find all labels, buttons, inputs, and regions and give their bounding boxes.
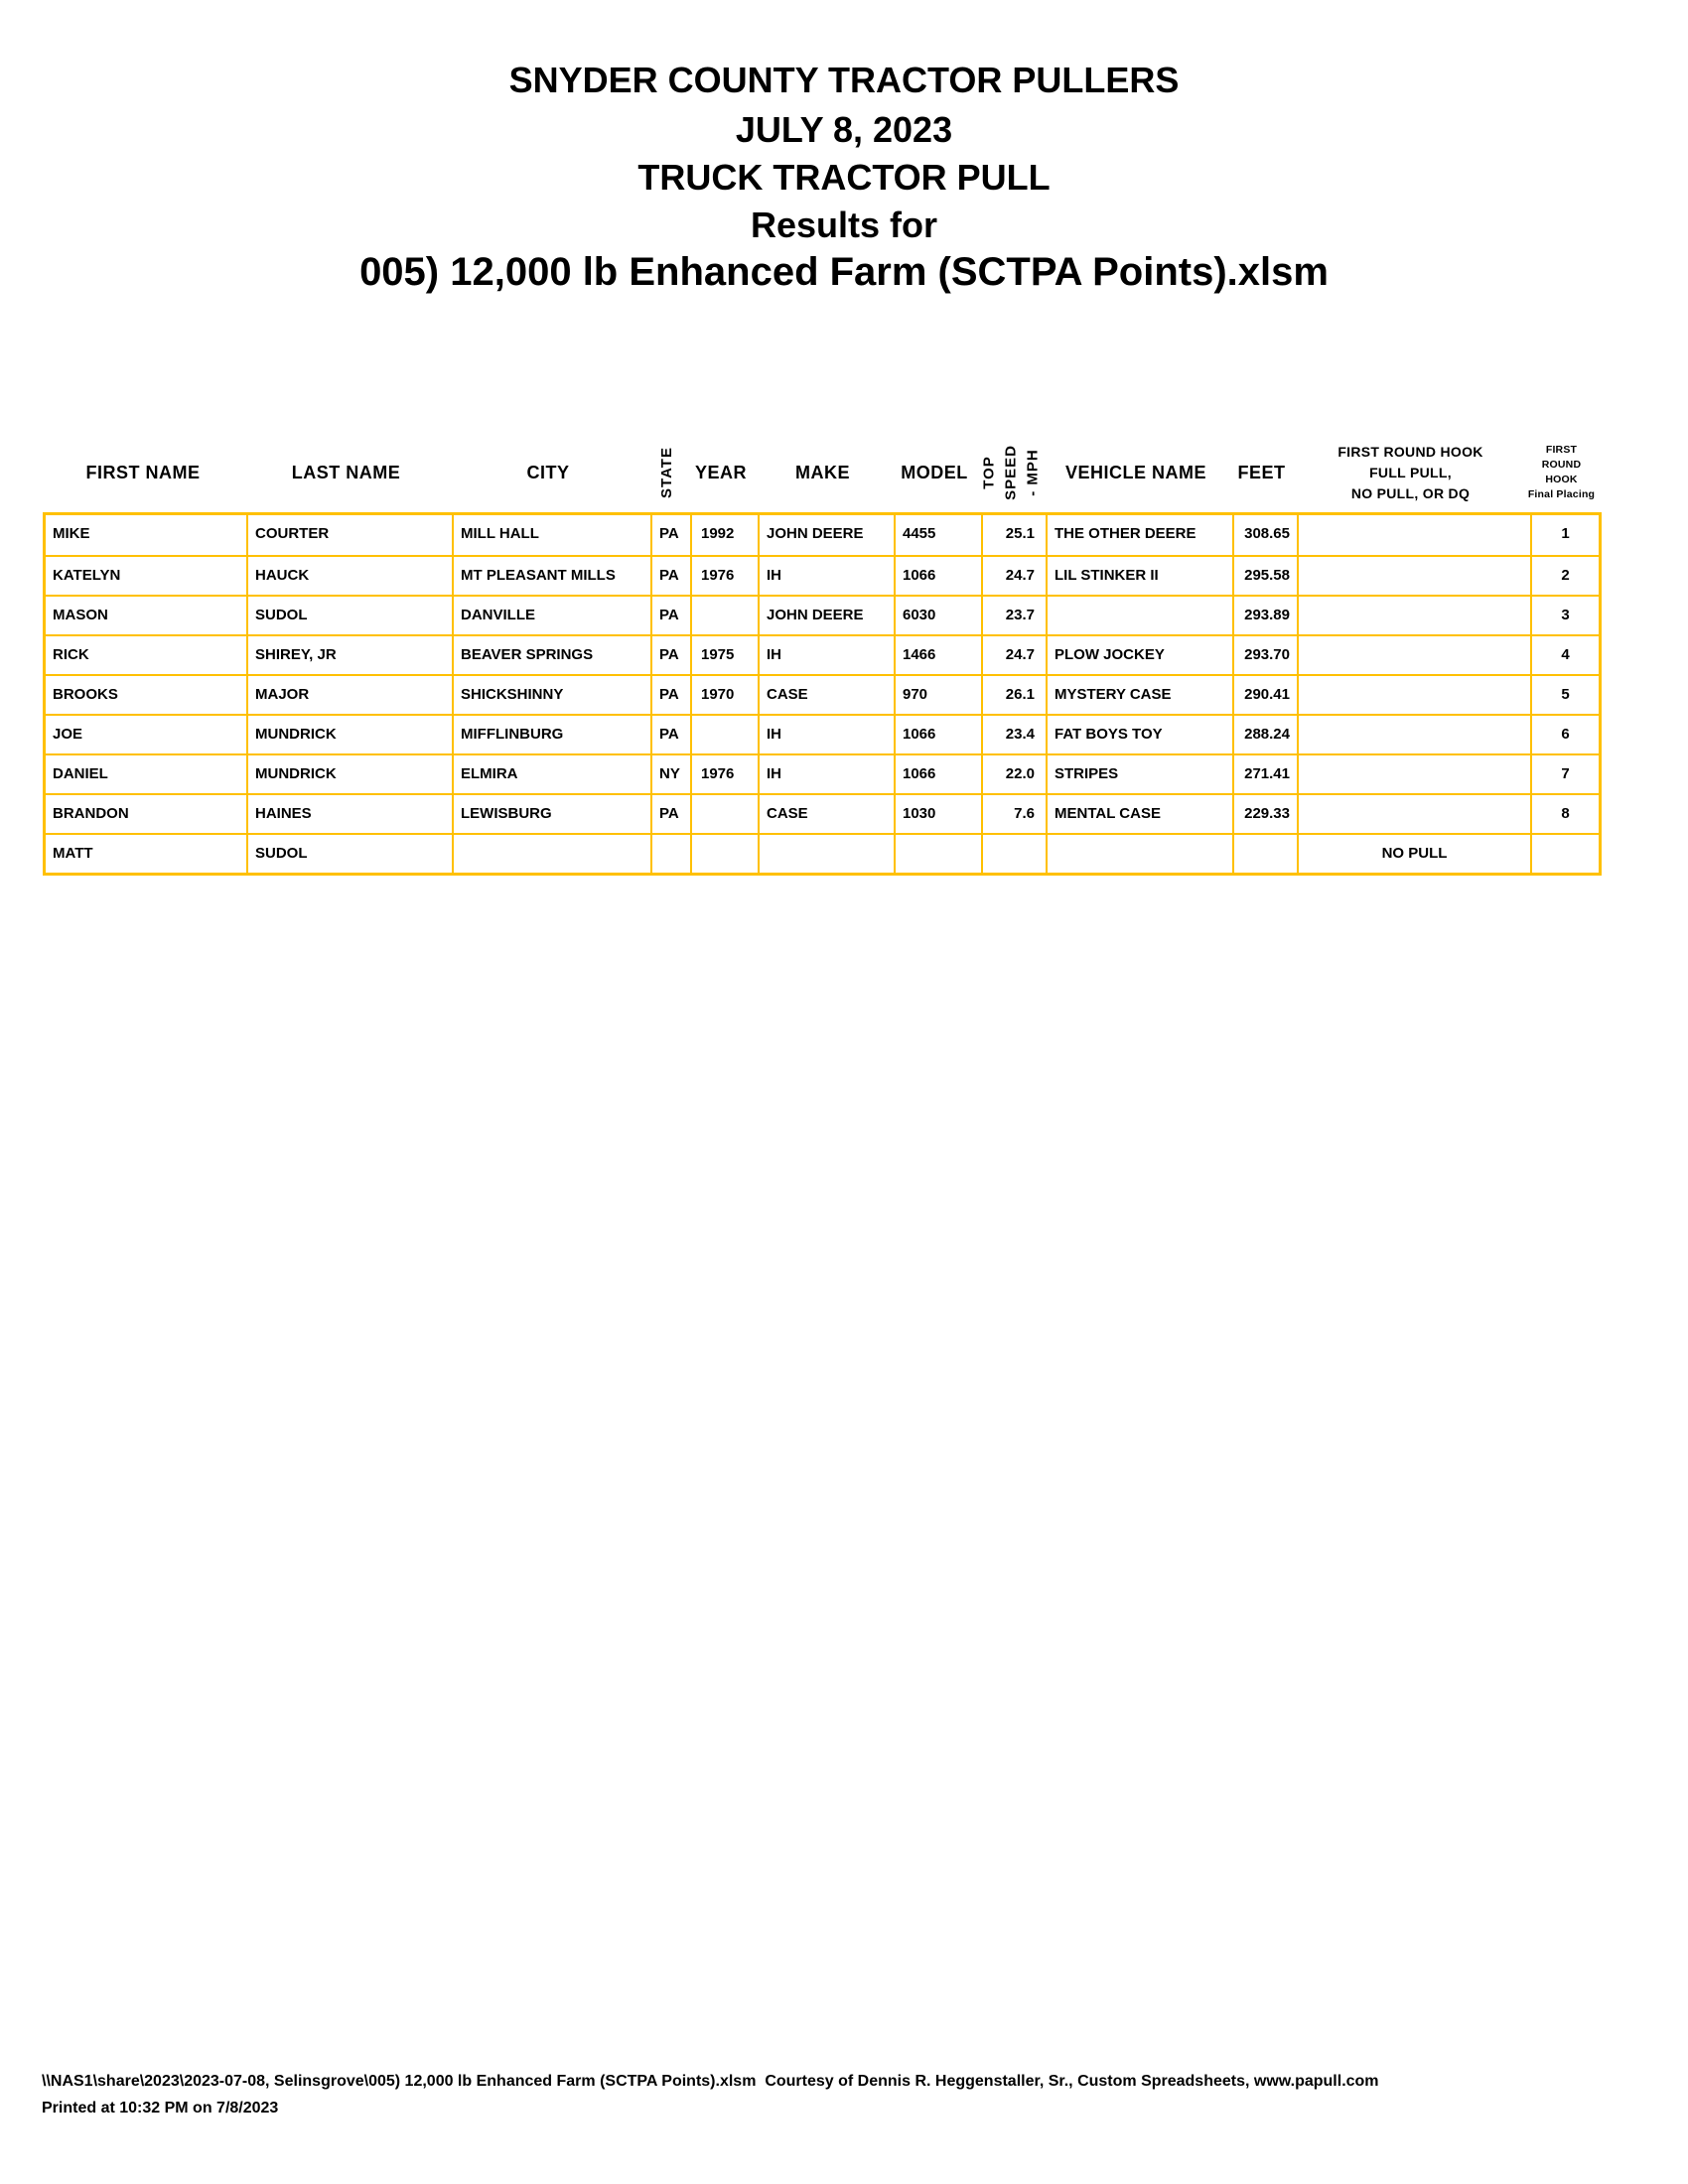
cell-model: 1030 [894, 795, 981, 833]
cell-first: DANIEL [53, 765, 108, 782]
cell-hook [1297, 716, 1530, 753]
cell-year: 1975 [690, 636, 758, 674]
col-header-first-round-hook [1294, 433, 1527, 512]
cell-hook [1297, 515, 1530, 555]
cell-feet: 295.58 [1232, 557, 1297, 595]
table-header-row [43, 433, 1602, 512]
table-row [46, 595, 1599, 634]
cell-hook [1297, 676, 1530, 714]
top-speed-vertical-label [978, 445, 1043, 500]
placing-header-line-3: Final Placing [1527, 488, 1596, 501]
cell-first: MASON [53, 607, 108, 623]
cell-year: 1970 [690, 676, 758, 714]
table-row [46, 515, 1599, 555]
cell-speed: 23.4 [981, 716, 1046, 753]
cell-vehicle: LIL STINKER II [1046, 557, 1232, 595]
cell-make: IH [758, 557, 894, 595]
cell-last: HAINES [246, 795, 452, 833]
cell-speed: 24.7 [981, 557, 1046, 595]
col-header-vehicle-name: VEHICLE NAME [1064, 462, 1206, 482]
cell-state: PA [650, 716, 690, 753]
cell-speed: 7.6 [981, 795, 1046, 833]
cell-model: 6030 [894, 597, 981, 634]
cell-vehicle: FAT BOYS TOY [1046, 716, 1232, 753]
cell-vehicle: STRIPES [1046, 755, 1232, 793]
cell-placing: 3 [1530, 597, 1599, 634]
cell-last: COURTER [246, 515, 452, 555]
cell-year [690, 597, 758, 634]
col-header-feet: FEET [1237, 462, 1286, 482]
col-header-year: YEAR [694, 462, 747, 482]
cell-feet: 288.24 [1232, 716, 1297, 753]
cell-hook [1297, 795, 1530, 833]
cell-first: JOE [53, 726, 83, 743]
cell-feet: 293.89 [1232, 597, 1297, 634]
cell-placing [1530, 835, 1599, 873]
cell-last: SUDOL [246, 597, 452, 634]
cell-make: IH [758, 716, 894, 753]
cell-first: RICK [53, 646, 89, 663]
cell-state: PA [650, 515, 690, 555]
cell-city: SHICKSHINNY [452, 676, 650, 714]
cell-model: 1066 [894, 557, 981, 595]
cell-last: SHIREY, JR [246, 636, 452, 674]
cell-year: 1992 [690, 515, 758, 555]
cell-year [690, 716, 758, 753]
cell-feet: 290.41 [1232, 676, 1297, 714]
table-row [46, 793, 1599, 833]
table-row [46, 555, 1599, 595]
cell-feet: 293.70 [1232, 636, 1297, 674]
cell-placing: 2 [1530, 557, 1599, 595]
cell-hook [1297, 597, 1530, 634]
cell-city: BEAVER SPRINGS [452, 636, 650, 674]
col-header-first-name: FIRST NAME [85, 462, 201, 482]
col-header-last-name: LAST NAME [291, 462, 401, 482]
hook-header-line-3: NO PULL, OR DQ [1350, 484, 1471, 501]
cell-feet: 308.65 [1232, 515, 1297, 555]
cell-hook: NO PULL [1297, 835, 1530, 873]
col-header-top-speed [978, 433, 1043, 512]
cell-state: NY [650, 755, 690, 793]
cell-speed: 22.0 [981, 755, 1046, 793]
cell-year: 1976 [690, 755, 758, 793]
cell-speed: 26.1 [981, 676, 1046, 714]
cell-model: 1066 [894, 716, 981, 753]
cell-placing: 7 [1530, 755, 1599, 793]
col-header-model: MODEL [901, 462, 968, 482]
col-header-state [647, 433, 687, 512]
col-header-make: MAKE [795, 462, 850, 482]
col-header-city: CITY [526, 462, 570, 482]
cell-placing: 4 [1530, 636, 1599, 674]
placing-header-line-1: FIRST ROUND [1541, 443, 1582, 471]
cell-last: MUNDRICK [246, 755, 452, 793]
cell-make: IH [758, 755, 894, 793]
cell-make: CASE [758, 795, 894, 833]
cell-first: MIKE [53, 525, 90, 542]
cell-first: BRANDON [53, 805, 129, 822]
cell-hook [1297, 557, 1530, 595]
table-row [46, 634, 1599, 674]
cell-vehicle [1046, 835, 1232, 873]
cell-last: MAJOR [246, 676, 452, 714]
cell-city: DANVILLE [452, 597, 650, 634]
cell-city [452, 835, 650, 873]
cell-make: CASE [758, 676, 894, 714]
cell-feet: 271.41 [1232, 755, 1297, 793]
cell-speed [981, 835, 1046, 873]
cell-feet [1232, 835, 1297, 873]
results-table [43, 512, 1602, 876]
table-row [46, 753, 1599, 793]
cell-last: SUDOL [246, 835, 452, 873]
cell-hook [1297, 636, 1530, 674]
cell-state: PA [650, 597, 690, 634]
file-path-footer: \\NAS1\share\2023\2023-07-08, Selinsgrove\005) 12,000 lb Enhanced Farm (SCTPA Points).xlsm Courtesy of Dennis R. Heggenstaller, Sr., Custom Spreadsheets, www.papull.com [42, 2073, 1379, 2090]
state-vertical-label: STATE [658, 447, 676, 498]
cell-year: 1976 [690, 557, 758, 595]
cell-model: 970 [894, 676, 981, 714]
cell-city: MIFFLINBURG [452, 716, 650, 753]
cell-state: PA [650, 557, 690, 595]
cell-speed: 23.7 [981, 597, 1046, 634]
event-type: TRUCK TRACTOR PULL [637, 157, 1051, 198]
cell-city: MT PLEASANT MILLS [452, 557, 650, 595]
event-date: JULY 8, 2023 [735, 109, 953, 150]
cell-model [894, 835, 981, 873]
cell-state: PA [650, 676, 690, 714]
printed-timestamp: Printed at 10:32 PM on 7/8/2023 [42, 2100, 279, 2116]
hook-header-line-1: FIRST ROUND HOOK [1337, 443, 1483, 460]
cell-first: MATT [53, 845, 93, 862]
cell-year [690, 795, 758, 833]
placing-header-line-2: HOOK [1545, 474, 1578, 485]
table-row [46, 714, 1599, 753]
cell-speed: 25.1 [981, 515, 1046, 555]
top-speed-line-1: TOP [979, 456, 997, 489]
cell-city: MILL HALL [452, 515, 650, 555]
cell-hook [1297, 755, 1530, 793]
cell-make: JOHN DEERE [758, 597, 894, 634]
cell-last: HAUCK [246, 557, 452, 595]
cell-placing: 8 [1530, 795, 1599, 833]
cell-vehicle: PLOW JOCKEY [1046, 636, 1232, 674]
cell-city: LEWISBURG [452, 795, 650, 833]
cell-first: BROOKS [53, 686, 118, 703]
cell-feet: 229.33 [1232, 795, 1297, 833]
top-speed-line-3: - MPH [1023, 449, 1041, 496]
cell-speed: 24.7 [981, 636, 1046, 674]
top-speed-line-2: SPEED [1001, 445, 1019, 500]
cell-city: ELMIRA [452, 755, 650, 793]
cell-model: 1466 [894, 636, 981, 674]
cell-state: PA [650, 795, 690, 833]
class-file-title: 005) 12,000 lb Enhanced Farm (SCTPA Points).xlsm [359, 250, 1329, 294]
cell-placing: 1 [1530, 515, 1599, 555]
cell-vehicle: MYSTERY CASE [1046, 676, 1232, 714]
cell-model: 4455 [894, 515, 981, 555]
cell-placing: 5 [1530, 676, 1599, 714]
cell-make [758, 835, 894, 873]
table-row [46, 833, 1599, 873]
cell-vehicle: MENTAL CASE [1046, 795, 1232, 833]
cell-state: PA [650, 636, 690, 674]
cell-make: JOHN DEERE [758, 515, 894, 555]
cell-year [690, 835, 758, 873]
cell-make: IH [758, 636, 894, 674]
cell-vehicle: THE OTHER DEERE [1046, 515, 1232, 555]
cell-vehicle [1046, 597, 1232, 634]
cell-first: KATELYN [53, 567, 121, 584]
cell-last: MUNDRICK [246, 716, 452, 753]
hook-header-line-2: FULL PULL, [1369, 464, 1452, 480]
table-row [46, 674, 1599, 714]
cell-model: 1066 [894, 755, 981, 793]
cell-state [650, 835, 690, 873]
page-title: SNYDER COUNTY TRACTOR PULLERS [508, 60, 1180, 100]
col-header-final-placing [1527, 433, 1596, 512]
cell-placing: 6 [1530, 716, 1599, 753]
results-for-label: Results for [750, 205, 938, 245]
